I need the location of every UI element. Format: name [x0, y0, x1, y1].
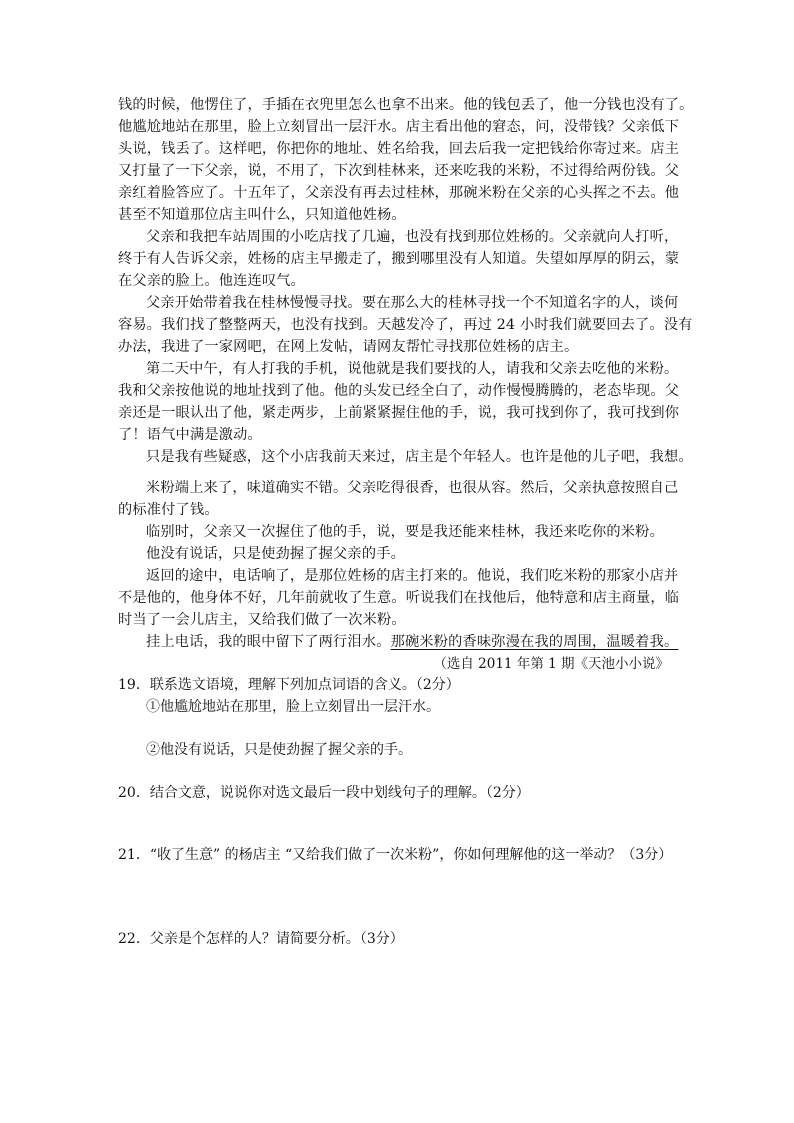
story-line: 办法，我进了一家网吧，在网上发帖，请网友帮忙寻找那位姓杨的店主。 [118, 339, 579, 355]
story-line: 头说，钱丢了。这样吧，你把你的地址、姓名给我，回去后我一定把钱给你寄过来。店主 [118, 141, 680, 157]
story-line: 父亲开始带着我在桂林慢慢寻找。要在那么大的桂林寻找一个不知道名字的人，谈何 [146, 295, 679, 311]
story-line: 临别时，父亲又一次握住了他的手，说，要是我还能来桂林，我还来吃你的米粉。 [146, 524, 664, 540]
question-19-item-1: ①他尴尬地站在那里，脸上立刻冒出一层汗水。 [146, 699, 440, 715]
story-line: 甚至不知道那位店主叫什么，只知道他姓杨。 [118, 207, 406, 223]
story-line: 只是我有些疑惑，这个小店我前天来过，店主是个年轻人。也许是他的儿子吧，我想。 [146, 449, 693, 465]
story-last-line [146, 632, 678, 653]
story-line: 时当了一会儿店主，又给我们做了一次米粉。 [118, 612, 406, 628]
question-22: 22．父亲是个怎样的人？请简要分析。（3分） [118, 931, 404, 947]
story-line: 的标准付了钱。 [118, 502, 219, 518]
question-20: 20．结合文意，说说你对选文最后一段中划线句子的理解。（2分） [118, 785, 530, 801]
story-line: 父亲和我把车站周围的小吃店找了几遍，也没有找到那位姓杨的。父亲就向人打听， [146, 229, 679, 245]
story-line: 米粉端上来了，味道确实不错。父亲吃得很香，也很从容。然后，父亲执意按照自己 [146, 480, 679, 496]
story-line: 不是他的，他身体不好，几年前就收了生意。听说我们在找他后，他特意和店主商量，临 [118, 590, 680, 606]
story-line: 我和父亲按他说的地址找到了他。他的头发已经全白了，动作慢慢腾腾的，老态毕现。父 [118, 383, 680, 399]
question-19: 19．联系选文语境，理解下列加点词语的含义。（2分） [118, 677, 460, 693]
source-citation: （选自 2011 年第 1 期《天池小小说》 [433, 656, 669, 672]
underlined-sentence: 那碗米粉的香味弥漫在我的周围，温暖着我。 [390, 634, 679, 650]
story-line: 在父亲的脸上。他连连叹气。 [118, 273, 306, 289]
question-21: 21．“收了生意” 的杨店主 “又给我们做了一次米粉”，你如何理解他的这一举动？（3分） [118, 847, 673, 863]
question-19-item-2: ②他没有说话，只是使劲握了握父亲的手。 [146, 742, 412, 758]
last-line-text: 挂上电话，我的眼中留下了两行泪水。 [146, 634, 391, 650]
story-line: 容易。我们找了整整两天，也没有找到。天越发冷了，再过 24 小时我们就要回去了。没有 [118, 317, 693, 333]
story-line: 终于有人告诉父亲，姓杨的店主早搬走了，搬到哪里没有人知道。失望如厚厚的阴云，蒙 [118, 251, 680, 267]
story-line: 亲红着脸答应了。十五年了，父亲没有再去过桂林，那碗米粉在父亲的心头挥之不去。他 [118, 185, 680, 201]
story-line: 又打量了一下父亲，说，不用了，下次到桂林来，还来吃我的米粉，不过得给两份钱。父 [118, 163, 680, 179]
story-line: 亲还是一眼认出了他，紧走两步，上前紧紧握住他的手，说，我可找到你了，我可找到你 [118, 405, 680, 421]
story-line: 他尴尬地站在那里，脸上立刻冒出一层汗水。店主看出他的窘态，问，没带钱？父亲低下 [118, 119, 680, 135]
story-line: 第二天中午，有人打我的手机，说他就是我们要找的人，请我和父亲去吃他的米粉。 [146, 361, 679, 377]
story-line: 返回的途中，电话响了，是那位姓杨的店主打来的。他说，我们吃米粉的那家小店并 [146, 568, 679, 584]
story-line: 钱的时候，他愣住了，手插在衣兜里怎么也拿不出来。他的钱包丢了，他一分钱也没有了。 [118, 97, 694, 113]
story-line: 了！语气中满是激动。 [118, 427, 262, 443]
story-line: 他没有说话，只是使劲握了握父亲的手。 [146, 546, 405, 562]
